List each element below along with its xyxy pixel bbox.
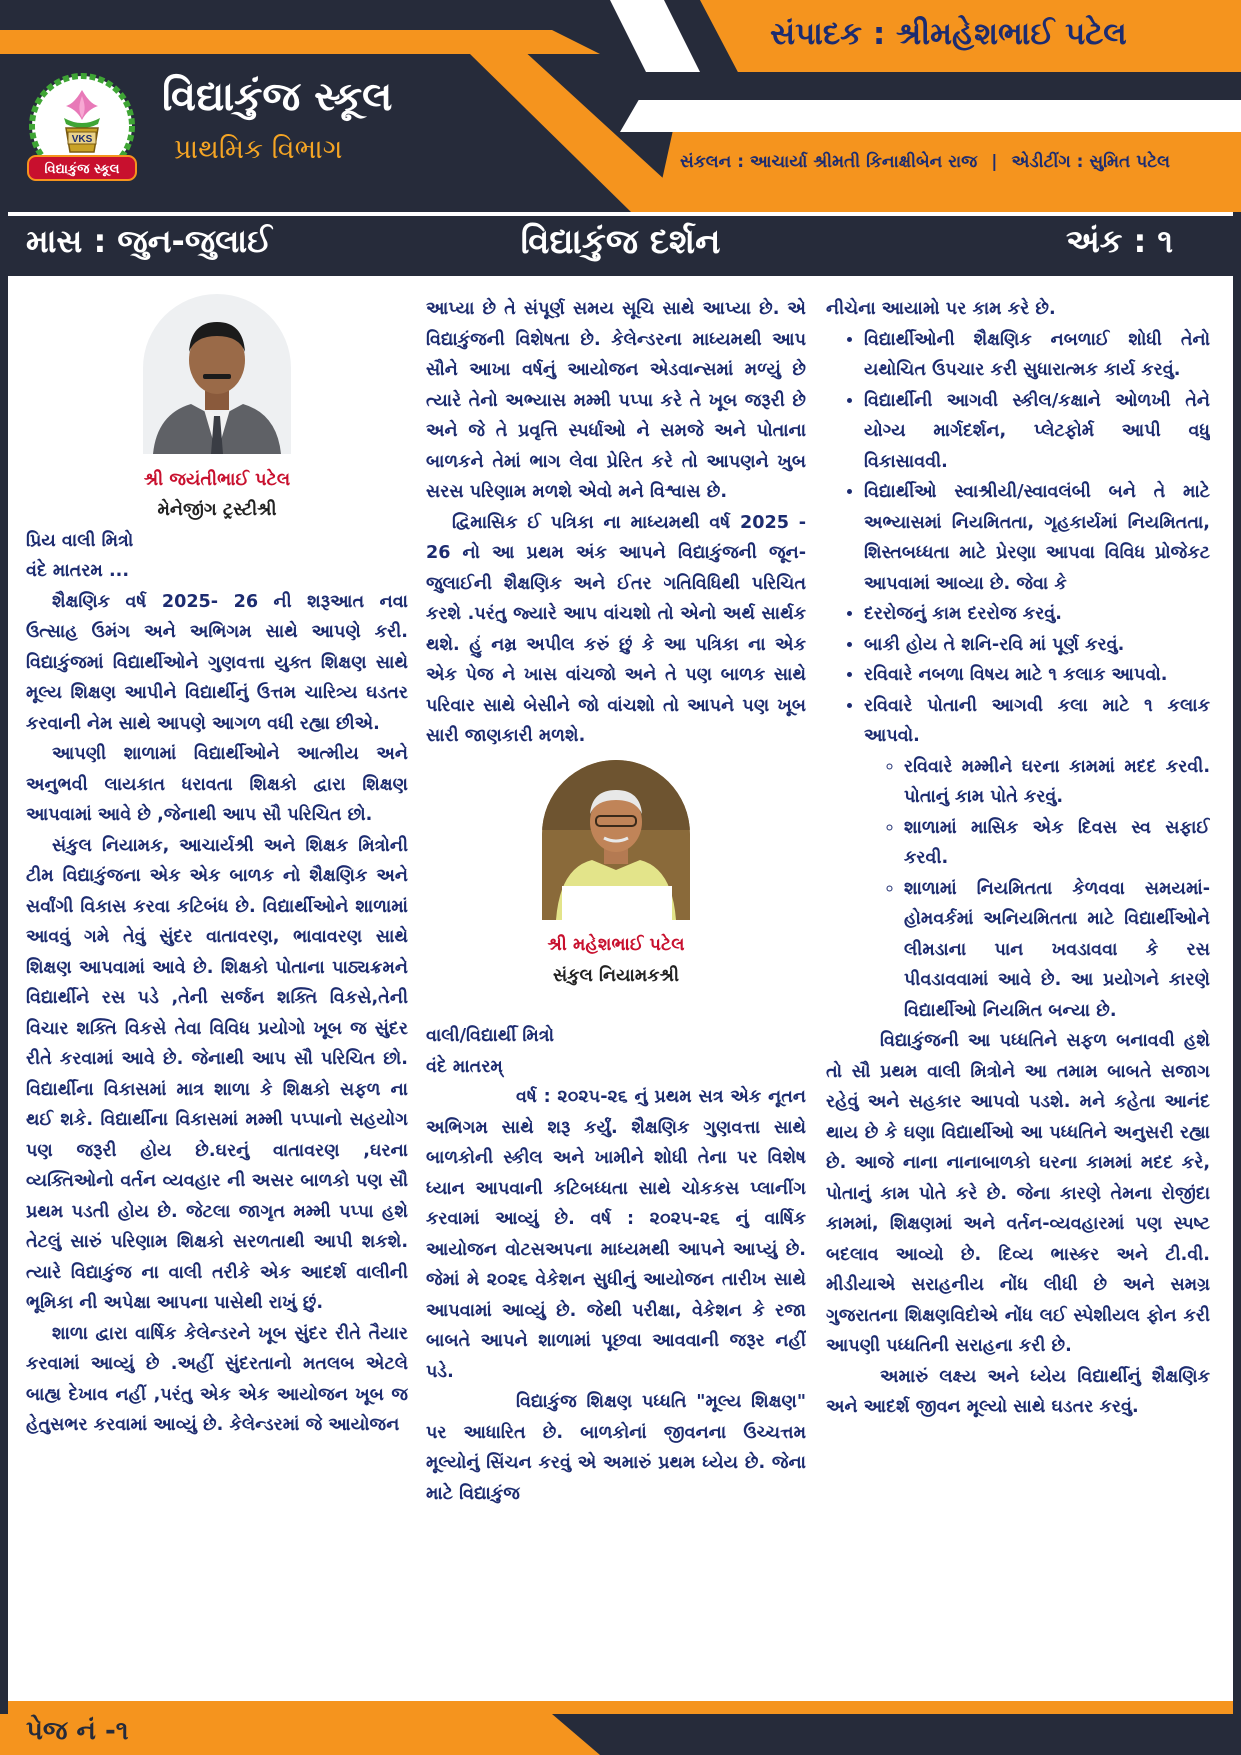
footer-orange-line <box>8 1701 1233 1714</box>
column-1 <box>26 294 408 1694</box>
trustee-photo-wrap <box>26 294 408 465</box>
header-left-orange-stripe <box>0 30 600 54</box>
compiler-credit: સંકલન : આચાર્યા શ્રીમતી કિનાક્ષીબેન રાજ <box>680 152 978 172</box>
col2-paragraph: વર્ષ : ૨૦૨૫-૨૬ નું પ્રથમ સત્ર એક નૂતન અભિગમ સાથે શરૂ કર્યું. શૈક્ષણિક ગુણવત્તા સાથે બાળકોની સ્કીલ અને ખામીને શોધી તેના પર વિશેષ ધ્યાન આપવાની કટિબધ્ધતા સાથે ચોકકસ પ્લાનીંગ કરવામાં આવ્યું છે. વર્ષ : ૨૦૨૫-૨૬ નું વાર્ષિક આયોજન વોટસઅપના માધ્યમથી આપને આપ્યું છે. જેમાં મે ૨૦૨૬ વેકેશન સુધીનું આયોજન તારીખ સાથે આપવામાં આવ્યું છે. જેથી પરીક્ષા, વેકેશન કે રજા બાબતે આપને શાળામાં પૂછવા આવવાની જરૂર નહીં પડે. <box>426 1087 806 1382</box>
col3-intro: નીચેના આયામો પર કામ કરે છે. <box>826 299 1056 319</box>
school-name: વિદ્યાકુંજ સ્કૂલ <box>162 74 393 120</box>
column-2 <box>426 294 806 1694</box>
col1-paragraph: શાળા દ્વારા વાર્ષિક કેલેન્ડરને ખૂબ સુંદર રીતે તૈયાર કરવામાં આવ્યું છે .અહીં સુંદરતાનો મતલબ એટલે બાહ્ય દેખાવ નહીં ,પરંતુ એક એક આયોજન ખૂબ જ હેતુસભર કરવામાં આવ્યું છે. કેલેન્ડરમાં જે આયોજન <box>26 1323 408 1435</box>
school-section: પ્રાથમિક વિભાગ <box>174 134 343 165</box>
list-item: • વિદ્યાર્થીઓ સ્વાશ્રીયી/સ્વાવલંબી બને તે માટે અભ્યાસમાં નિયમિતતા, ગૃહકાર્યમાં નિયમિતતા, શિસ્તબધ્ધતા માટે પ્રેરણા આપવા વિવિધ પ્રોજેકટ આપવામાં આવ્યા છે. જેવા કે <box>864 477 1210 599</box>
list-item: • વિદ્યાર્થીઓની શૈક્ષણિક નબળાઈ શોધી તેનો યથોચિત ઉપચાર કરી સુધારાત્મક કાર્ય કરવું. <box>864 325 1210 386</box>
director-role: સંકુલ નિયામકશ્રી <box>552 965 680 986</box>
col2-paragraph: આપ્યા છે તે સંપૂર્ણ સમય સૂચિ સાથે આપ્યા છે. એ વિદ્યાકુંજની વિશેષતા છે. કેલેન્ડરના માધ્યમથી આપ સૌને આખા વર્ષનું આયોજન એડવાન્સમાં મળ્યું છે ત્યારે તેનો અભ્યાસ મમ્મી પપ્પા કરે તે ખૂબ જરૂરી છે અને જે તે પ્રવૃત્તિ સ્પર્ધાઓ ને સમજે અને પોતાના બાળકને તેમાં ભાગ લેવા પ્રેરિત કરે તો આપણને ખુબ સરસ પરિણામ મળશે એવો મને વિશ્વાસ છે. <box>426 299 806 502</box>
header-credits-banner <box>655 132 1241 212</box>
trustee-name: શ્રી જયંતીભાઈ પટેલ <box>143 469 291 490</box>
svg-text:VKS: VKS <box>71 134 93 145</box>
sub-method-list <box>864 752 1210 1027</box>
col3-paragraph: અમારું લક્ષ્ય અને ધ્યેય વિદ્યાર્થીનું શૈક્ષણિક અને આદર્શ જીવન મૂલ્યો સાથે ઘડતર કરવું. <box>826 1366 1210 1417</box>
credits-line <box>680 152 1170 172</box>
newsletter-title: વિદ્યાકુંજ દર્શન <box>520 222 721 262</box>
list-item: • રવિવારે પોતાની આગવી કલા માટે ૧ કલાક આપવો. <box>864 691 1210 752</box>
col1-paragraph: સંકુલ નિયામક, આચાર્યશ્રી અને શિક્ષક મિત્રોની ટીમ વિદ્યાકુંજના એક એક બાળક નો શૈક્ષણિક અને સર્વાંગી વિકાસ કરવા કટિબંધ છે. વિદ્યાર્થીઓને શાળામાં આવવું ગમે તેવું સુંદર વાતાવરણ, ભાવાવરણ સાથે શિક્ષણ આપવામાં આવે છે. શિક્ષકો પોતાના પાઠ્યક્રમને વિદ્યાર્થીને રસ પડે ,તેની સર્જન શક્તિ વિકસે,તેની વિચાર શક્તિ વિકસે તેવા વિવિધ પ્રયોગો ખૂબ જ સુંદર રીતે કરવામાં આવે છે. જેનાથી આપ સૌ પરિચિત છો. વિદ્યાર્થીના વિકાસમાં માત્ર શાળા કે શિક્ષકો સફળ ના થઈ શકે. વિદ્યાર્થીના વિકાસમાં મમ્મી પપ્પાનો સહયોગ પણ જરૂરી હોય છે.ઘરનું વાતાવરણ ,ઘરના વ્યક્તિઓનો વર્તન વ્યવહાર ની અસર બાળકો પણ સૌ પ્રથમ પડતી હોય છે. જેટલા જાગૃત મમ્મી પપ્પા હશે તેટલું સારું પરિણામ શિક્ષકો સરળતાથી આપી શકશે. ત્યારે વિદ્યાકુંજ ના વાલી તરીકે એક આદર્શ વાલીની ભૂમિકા ની અપેક્ષા આપના પાસેથી રાખું છું. <box>26 835 408 1313</box>
school-logo <box>26 72 138 184</box>
editing-credit: એડીટીંગ : સુમિત પટેલ <box>1011 152 1170 172</box>
header-white-band <box>620 100 1241 132</box>
right-page-border <box>1233 276 1241 1701</box>
director-portrait-icon <box>542 760 690 920</box>
director-name: શ્રી મહેશભાઈ પટેલ <box>547 935 685 955</box>
credit-separator: | <box>991 152 998 172</box>
col2-paragraph: દ્વિમાસિક ઈ પત્રિકા ના માધ્યમથી વર્ષ 2025 - 26 નો આ પ્રથમ અંક આપને વિદ્યાકુંજની જૂન-જુલાઈની શૈક્ષણિક અને ઈતર ગતિવિધિથી પરિચિત કરશે .પરંતુ જ્યારે આપ વાંચશો તો એનો અર્થ સાર્થક થશે. હું નમ્ર અપીલ કરું છું કે આ પત્રિકા ના એક એક પેજ ને ખાસ વાંચજો અને તે પણ બાળક સાથે પરિવાર સાથે બેસીને જો વાંચશો તો આપને પણ ખૂબ સારી જાણકારી મળશે. <box>426 512 806 746</box>
col1-paragraph: આપણી શાળામાં વિદ્યાર્થીઓને આત્મીય અને અનુભવી લાયકાત ધરાવતા શિક્ષકો દ્વારા શિક્ષણ આપવામાં આવે છે ,જેનાથી આપ સૌ પરિચિત છો. <box>26 744 408 825</box>
list-item: ◦ શાળામાં નિયમિતતા કેળવવા સમયમાં-હોમવર્કમાં અનિયમિતતા માટે વિદ્યાર્થીઓને લીમડાના પાન ખવડાવવા કે રસ પીવડાવવામાં આવે છે. આ પ્રયોગને કારણે વિદ્યાર્થીઓ નિયમિત બન્યા છે. <box>904 874 1210 1027</box>
month-label: માસ : જુન-જુલાઈ <box>26 222 272 260</box>
col2-salutation: વંદે માતરમ્ <box>426 1056 503 1077</box>
list-item: • વિદ્યાર્થીની આગવી સ્કીલ/કક્ષાને ઓળખી તેને યોગ્ય માર્ગદર્શન, પ્લેટફોર્મ આપી વધુ વિકાસાવવી. <box>864 386 1210 478</box>
column-3 <box>826 294 1210 1694</box>
issue-number: અંક : ૧ <box>1066 222 1174 260</box>
director-photo <box>542 760 690 920</box>
trustee-role: મેનેજીંગ ટ્રસ્ટીશ્રી <box>157 500 277 520</box>
editor-line: સંપાદક : શ્રીમહેશભાઈ પટેલ <box>770 16 1127 52</box>
list-item: • બાકી હોય તે શનિ-રવિ માં પૂર્ણ કરવું. <box>864 630 1210 661</box>
list-item: ◦ રવિવારે મમ્મીને ઘરના કામમાં મદદ કરવી. પોતાનું કામ પોતે કરવું. <box>904 752 1210 813</box>
list-item: ◦ શાળામાં માસિક એક દિવસ સ્વ સફાઈ કરવી. <box>904 813 1210 874</box>
list-item: • દરરોજનું કામ દરરોજ કરવું. <box>864 599 1210 630</box>
svg-text:વિદ્યાકુંજ સ્કૂલ: વિદ્યાકુંજ સ્કૂલ <box>44 162 120 177</box>
title-bar-divider <box>8 212 1233 216</box>
trustee-portrait-icon <box>143 294 291 454</box>
col2-greeting: વાલી/વિદ્યાર્થી મિત્રો <box>426 1026 555 1046</box>
col1-salutation: વંદે માતરમ ... <box>26 561 130 581</box>
col1-paragraph: શૈક્ષણિક વર્ષ 2025- 26 ની શરૂઆત નવા ઉત્સાહ ઉમંગ અને અભિગમ સાથે આપણે કરી. વિદ્યાકુંજમાં વિદ્યાર્થીઓને ગુણવત્તા યુક્ત શિક્ષણ સાથે મૂલ્ય શિક્ષણ આપીને વિદ્યાર્થીનું ઉત્તમ ચારિત્ર્ય ઘડતર કરવાની નેમ સાથે આપણે આગળ વધી રહ્યા છીએ. <box>26 591 408 734</box>
page-number: પેજ નં -૧ <box>26 1716 129 1746</box>
method-list <box>826 325 1210 752</box>
trustee-photo <box>143 294 291 454</box>
list-item: • રવિવારે નબળા વિષય માટે ૧ કલાક આપવો. <box>864 660 1210 691</box>
left-page-border <box>0 276 8 1701</box>
col2-paragraph: વિદ્યાકુંજ શિક્ષણ પધ્ધતિ "મૂલ્ય શિક્ષણ" પર આધારિત છે. બાળકોનાં જીવનના ઉચ્ચત્તમ મૂલ્યોનું સિંચન કરવું એ અમારું પ્રથમ ધ્યેય છે. જેના માટે વિદ્યાકુંજ <box>426 1392 806 1504</box>
col1-greeting: પ્રિય વાલી મિત્રો <box>26 530 134 551</box>
vks-logo-icon <box>26 72 138 184</box>
col3-paragraph: વિદ્યાકુંજની આ પધ્ધતિને સફળ બનાવવી હશે તો સૌ પ્રથમ વાલી મિત્રોને આ તમામ બાબતે સજાગ રહેવું અને સહકાર આપવો પડશે. મને કહેતા આનંદ થાય છે કે ઘણા વિદ્યાર્થીઓ આ પધ્ધતિને અનુસરી રહ્યા છે. આજે નાના નાનાબાળકો ઘરના કામમાં મદદ કરે, પોતાનું કામ પોતે કરે છે. જેના કારણે તેમના રોજીંદા કામમાં, શિક્ષણમાં અને વર્તન-વ્યવહારમાં પણ સ્પષ્ટ બદલાવ આવ્યો છે. દિવ્ય ભાસ્કર અને ટી.વી. મીડીયાએ સરાહનીય નોંધ લીધી છે અને સમગ્ર ગુજરાતના શિક્ષણવિદોએ નોંધ લઈ સ્પેશીયલ ફોન કરી આપણી પધ્ધતિની સરાહના કરી છે. <box>826 1031 1210 1356</box>
director-photo-wrap <box>426 760 806 931</box>
